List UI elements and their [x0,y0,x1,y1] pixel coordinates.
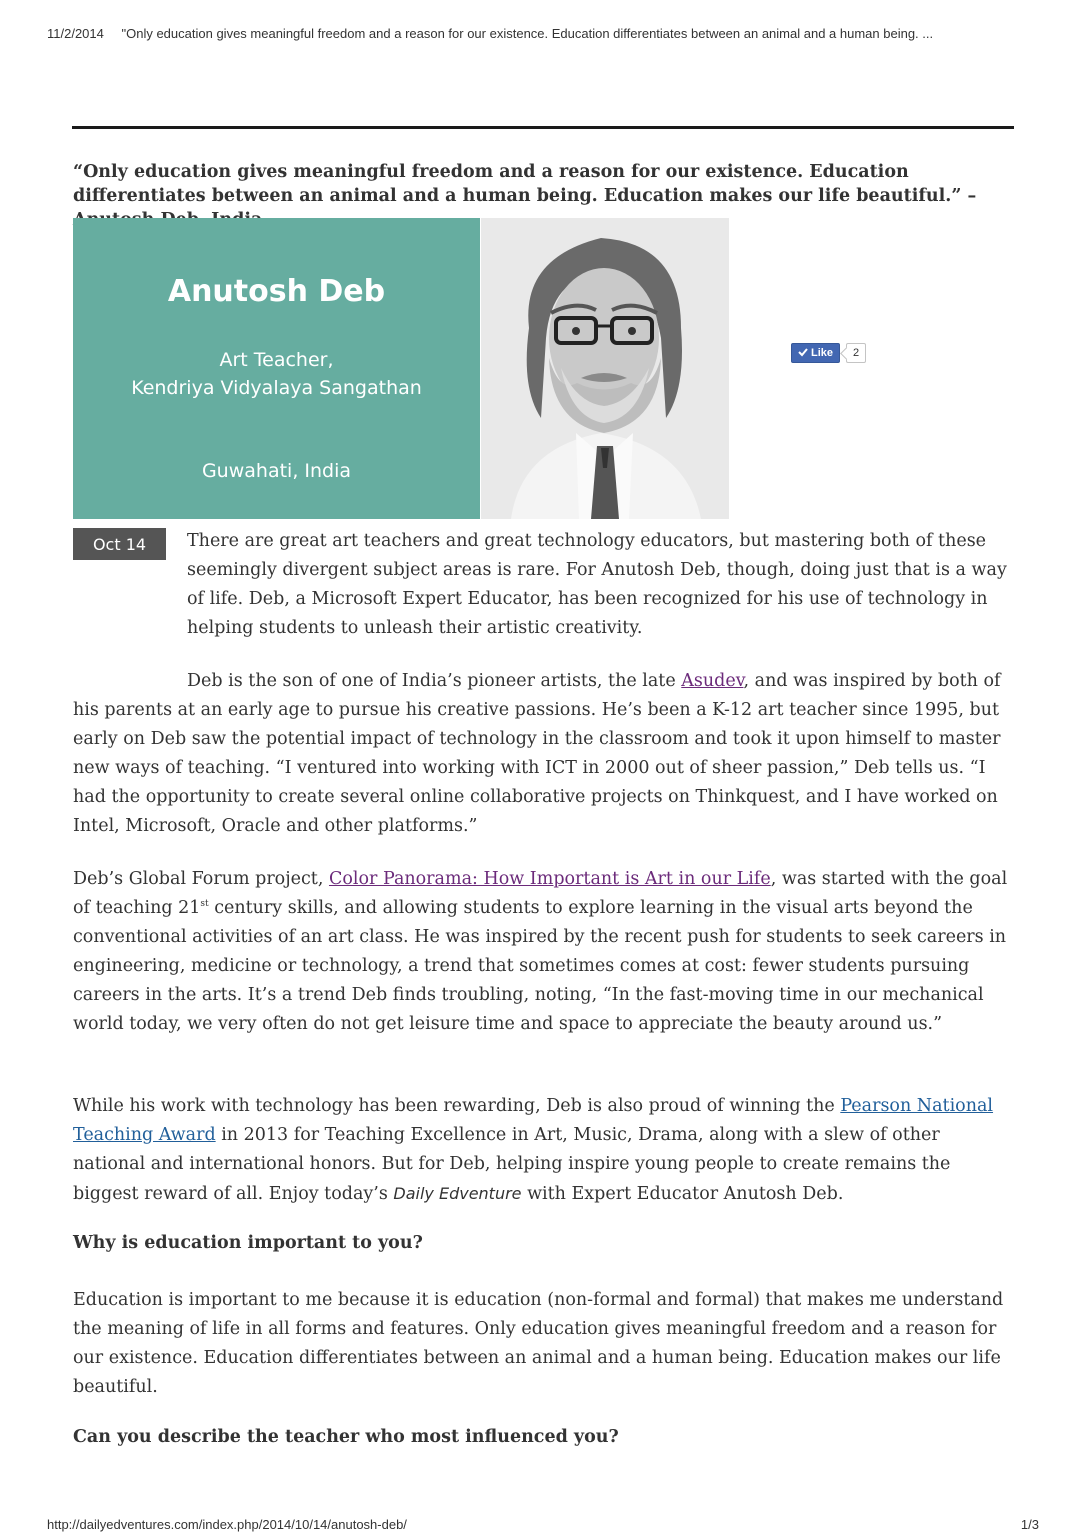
portrait-illustration [481,218,729,519]
paragraph-2 [73,667,1015,841]
facebook-like-widget [791,343,866,363]
print-page-title: "Only education gives meaningful freedom and a reason for our existence. Education differentiates between an animal and a human being. ... [121,26,934,41]
daily-edventure-title: Daily Edventure [393,1184,522,1203]
print-footer [47,1517,1039,1532]
ordinal-suffix: st [200,899,209,910]
profile-location: Guwahati, India [201,460,352,482]
paragraph-2-text: Deb is the son of one of India’s pioneer artists, the late [187,671,682,691]
print-header [47,26,1047,41]
like-button[interactable] [791,343,840,363]
paragraph-4-text-rest: with Expert Educator Anutosh Deb. [521,1184,844,1204]
intro-paragraph: There are great art teachers and great technology educators, but mastering both of these seemingly divergent subject areas is rare. For Anutosh Deb, though, doing just that is a way of life. Deb, a Microsoft Expert Educator, has been recognized for his use of technology in helping students to unleash their artistic creativity. [187,531,1007,638]
portrait-photo [481,218,729,519]
print-date: 11/2/2014 [47,26,104,41]
header-divider [72,126,1014,129]
print-page-number: 1/3 [1020,1517,1039,1532]
question-2-heading: Can you describe the teacher who most influenced you? [73,1427,619,1447]
checkmark-icon [798,347,808,360]
profile-card [73,218,480,519]
like-count: 2 [846,343,866,363]
paragraph-3-text-middle: , was started with the goal of teaching 21 [73,869,1008,918]
paragraph-2-text-rest: , and was inspired by both of his parents at an early age to pursue his creative passions. He’s been a K-12 art teacher since 1995, but early on Deb saw the potential impact of technology in the classroom and took it upon himself to master new ways of teaching. “I ventured into working with ICT in 2000 out of sheer passion,” Deb tells us. “I had the opportunity to create several online collaborative projects on Thinkquest, and I have worked on Intel, Microsoft, Oracle and other platforms.” [73,671,1001,836]
print-url: http://dailyedventures.com/index.php/2014/10/14/anutosh-deb/ [47,1517,407,1532]
color-panorama-link[interactable]: Color Panorama: How Important is Art in our Life [328,869,771,889]
paragraph-4-text-middle: in 2013 for Teaching Excellence in Art, Music, Drama, along with a slew of other national and international honors. But for Deb, helping inspire young people to create remains the biggest reward of all. Enjoy today’s [73,1125,951,1204]
asudev-link[interactable]: Asudev [681,671,744,691]
paragraph-4-text: While his work with technology has been rewarding, Deb is also proud of winning the [73,1096,841,1116]
profile-role-line1: Art Teacher, [219,349,334,371]
profile-role-line2: Kendriya Vidyalaya Sangathan [131,377,422,399]
profile-role [73,346,480,402]
paragraph-3-text: Deb’s Global Forum project, [73,869,329,889]
post-date-badge: Oct 14 [73,528,166,560]
question-1-heading: Why is education important to you? [73,1233,423,1253]
paragraph-4 [73,1092,1015,1209]
like-label: Like [811,347,834,359]
paragraph-3 [73,865,1015,1039]
profile-name: Anutosh Deb [167,274,386,309]
article-title: “Only education gives meaningful freedom and a reason for our existence. Education differentiates between an animal and a human being. Education makes our life beautiful.” – [73,162,977,206]
pearson-award-link[interactable]: Pearson National Teaching Award [73,1096,994,1145]
answer-1-paragraph: Education is important to me because it is education (non-formal and formal) that makes me understand the meaning of life in all forms and features. Only education gives meaningful freedom and a reason for our existence. Education differentiates between an animal and a human being. Education makes our life beautiful. [73,1290,1004,1397]
paragraph-3-text-rest: century skills, and allowing students to explore learning in the visual arts beyond the conventional activities of an art class. He was inspired by the recent push for students to seek careers in engineering, medicine or technology, a trend that sometimes comes at cost: fewer students pursuing careers in the arts. It’s a trend Deb finds troubling, noting, “In the fast-moving time in our mechanical world today, we very often do not get leisure time and space to appreciate the beauty around us.” [73,898,1007,1034]
